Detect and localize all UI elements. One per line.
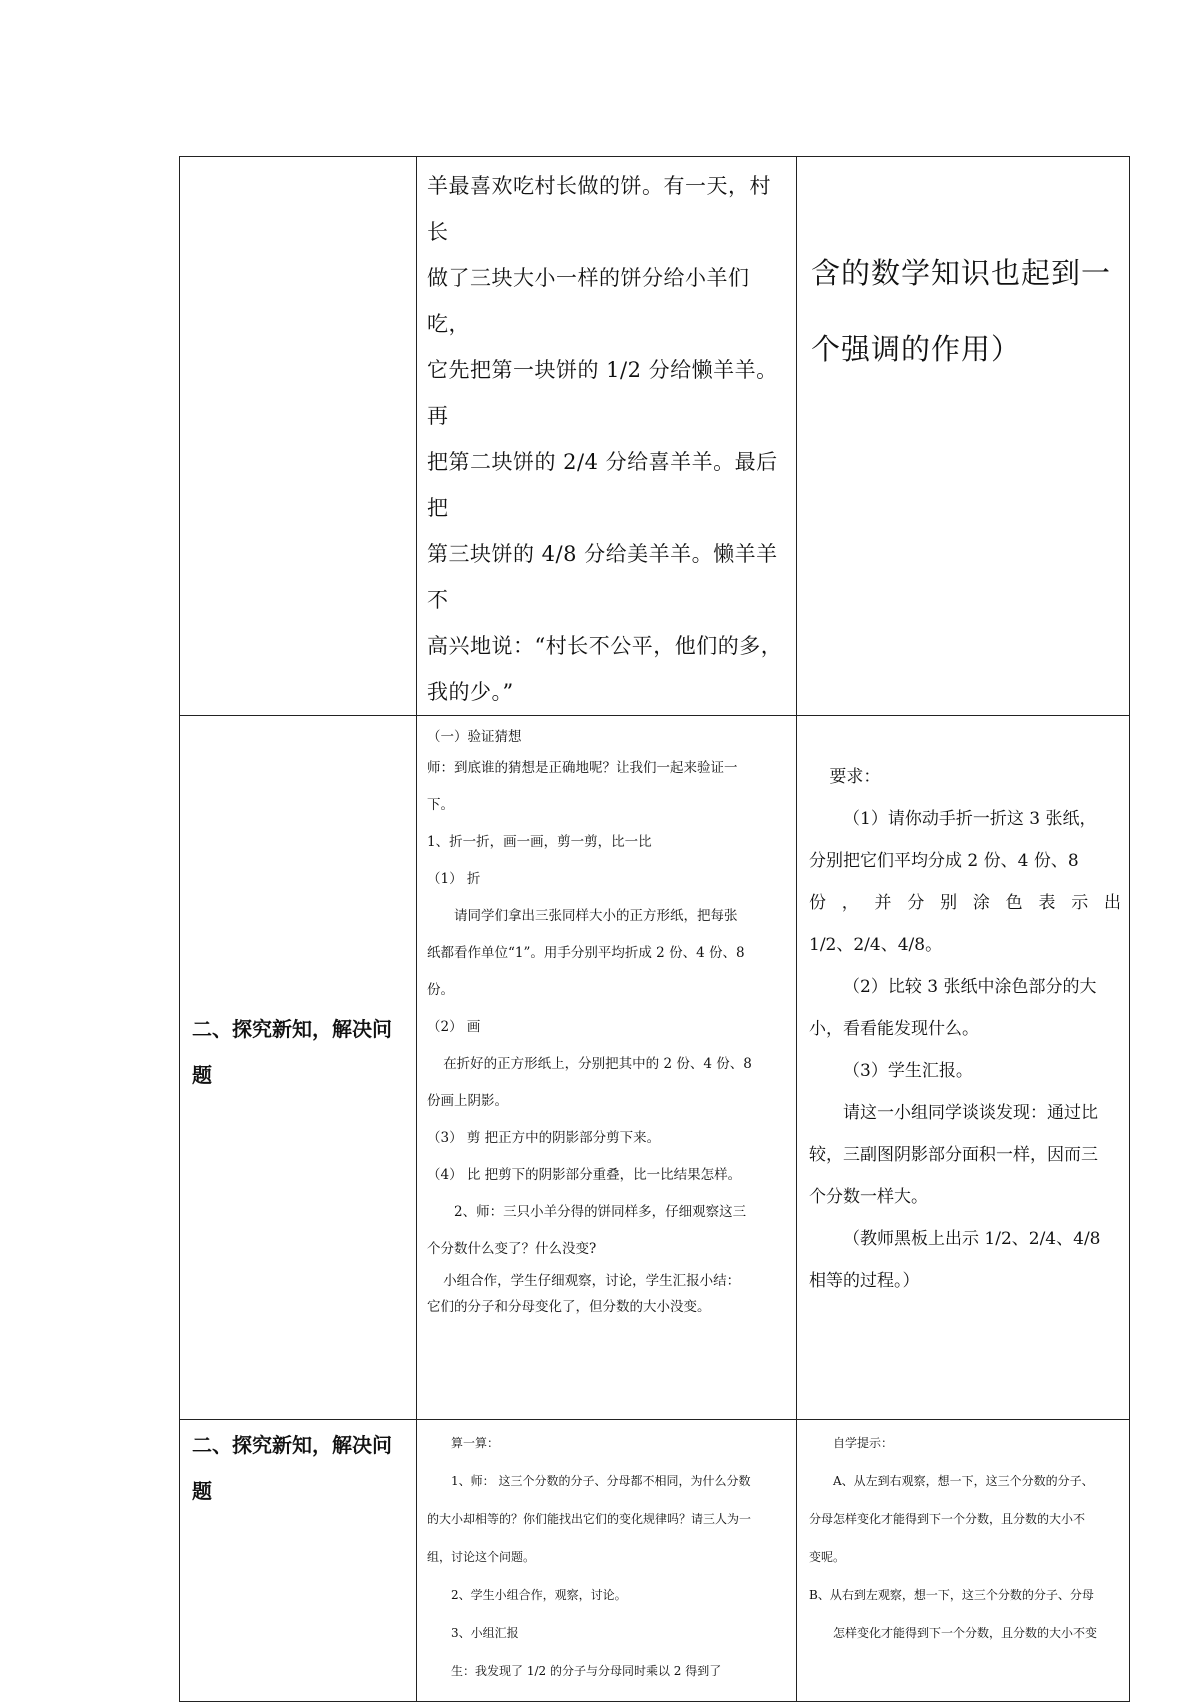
inquiry-line: 1、折一折，画一画，剪一剪，比一比	[427, 834, 652, 850]
teacher-activity-cell	[417, 1420, 797, 1702]
stage-cell	[180, 1420, 417, 1702]
stage-cell-empty	[180, 157, 417, 716]
inquiry-line: 个分数什么变了？什么没变?	[427, 1241, 597, 1257]
story-line: 做了三块大小一样的饼分给小羊们吃，	[427, 266, 750, 336]
inquiry-line: 份画上阴影。	[427, 1093, 508, 1109]
note-line: 含的数学知识也起到一	[811, 256, 1112, 290]
note-line: 个强调的作用）	[811, 332, 1022, 366]
calc-line: 的大小却相等的？你们能找出它们的变化规律吗？请三人为一	[427, 1512, 752, 1526]
requirement-line: 要求：	[829, 767, 881, 787]
story-line: 我的少。”	[427, 680, 514, 704]
table-row	[180, 1420, 1130, 1702]
requirements-cell	[797, 716, 1130, 1420]
inquiry-line: （一）验证猜想	[427, 729, 522, 745]
requirement-line: 相等的过程。）	[809, 1271, 920, 1291]
hint-line: 自学提示：	[833, 1436, 894, 1450]
design-intent-text	[797, 157, 1129, 387]
inquiry-line: 请同学们拿出三张同样大小的正方形纸，把每张	[454, 908, 738, 924]
calc-line: 算一算：	[451, 1436, 500, 1450]
requirement-line: （1）请你动手折一折这 3 张纸，	[843, 809, 1097, 829]
hint-line: 分母怎样变化才能得到下一个分数，且分数的大小不	[809, 1512, 1086, 1526]
requirement-line: 较，三副图阴影部分面积一样，因而三	[809, 1145, 1098, 1165]
inquiry-text	[417, 716, 796, 1320]
hint-line: A、从左到右观察，想一下，这三个分数的分子、	[833, 1474, 1094, 1488]
inquiry-line: 师：到底谁的猜想是正确地呢？让我们一起来验证一	[427, 760, 738, 776]
hint-line: 怎样变化才能得到下一个分数，且分数的大小不变	[832, 1626, 1097, 1640]
hints-text	[797, 1420, 1129, 1652]
calc-line: 1、师： 这三个分数的分子、分母都不相同，为什么分数	[451, 1474, 751, 1488]
inquiry-line: （4） 比 把剪下的阴影部分重叠，比一比结果怎样。	[427, 1167, 742, 1183]
story-text	[417, 157, 796, 715]
inquiry-line: 小组合作，学生仔细观察，讨论，学生汇报小结：	[443, 1273, 741, 1289]
inquiry-line: 2、师：三只小羊分得的饼同样多，仔细观察这三	[454, 1204, 747, 1220]
inquiry-line: 它们的分子和分母变化了，但分数的大小没变。	[427, 1299, 711, 1315]
hint-line: 变呢。	[809, 1550, 846, 1564]
story-line: 第三块饼的 4/8 分给美羊羊。懒羊羊不	[427, 542, 778, 612]
teacher-activity-cell	[417, 716, 797, 1420]
inquiry-line: （2） 画	[427, 1019, 481, 1035]
inquiry-line: （3） 剪 把正方中的阴影部分剪下来。	[427, 1130, 661, 1146]
self-study-hints-cell	[797, 1420, 1130, 1702]
calc-line: 组，讨论这个问题。	[427, 1550, 536, 1564]
requirement-line: 1/2、2/4、4/8。	[809, 935, 943, 955]
inquiry-line: 份。	[427, 982, 454, 998]
requirement-line: 分别把它们平均分成 2 份、4 份、8	[809, 851, 1079, 871]
design-intent-cell	[797, 157, 1130, 716]
hint-line: B、从右到左观察，想一下，这三个分数的分子、分母	[809, 1588, 1094, 1602]
requirement-line: 个分数一样大。	[809, 1187, 928, 1207]
requirement-line: 请这一小组同学谈谈发现：通过比	[843, 1103, 1098, 1123]
story-line: 高兴地说：“村长不公平，他们的多，	[427, 634, 783, 658]
calculation-text	[417, 1420, 796, 1690]
requirement-line: （教师黑板上出示 1/2、2/4、4/8	[843, 1229, 1101, 1249]
table-row	[180, 716, 1130, 1420]
stage-cell	[180, 716, 417, 1420]
requirement-line: 小，看看能发现什么。	[809, 1019, 979, 1039]
story-line: 羊最喜欢吃村长做的饼。有一天，村长	[427, 174, 771, 244]
stage-title: 二、探究新知，解决问 题	[192, 1017, 392, 1087]
requirement-line: （2）比较 3 张纸中涂色部分的大	[843, 977, 1097, 997]
calc-line: 2、学生小组合作，观察，讨论。	[451, 1588, 627, 1602]
calc-line: 生：我发现了 1/2 的分子与分母同时乘以 2 得到了	[451, 1664, 722, 1678]
stage-title: 二、探究新知，解决问 题	[192, 1433, 392, 1503]
calc-line: 3、小组汇报	[451, 1626, 519, 1640]
table-row	[180, 157, 1130, 716]
inquiry-line: （1） 折	[427, 871, 481, 887]
requirements-text	[797, 716, 1129, 1302]
inquiry-line: 在折好的正方形纸上，分别把其中的 2 份、4 份、8	[443, 1056, 752, 1072]
inquiry-line: 下。	[427, 797, 454, 813]
requirement-line: （3）学生汇报。	[843, 1061, 973, 1081]
inquiry-line: 纸都看作单位“1”。用手分别平均折成 2 份、4 份、8	[427, 945, 745, 961]
story-line: 它先把第一块饼的 1/2 分给懒羊羊。再	[427, 358, 778, 428]
story-line: 把第二块饼的 2/4 分给喜羊羊。最后把	[427, 450, 778, 520]
teacher-activity-cell	[417, 157, 797, 716]
lesson-plan-table	[179, 156, 1130, 1702]
requirement-line: 份 ， 并 分 别 涂 色 表 示 出	[809, 893, 1121, 913]
